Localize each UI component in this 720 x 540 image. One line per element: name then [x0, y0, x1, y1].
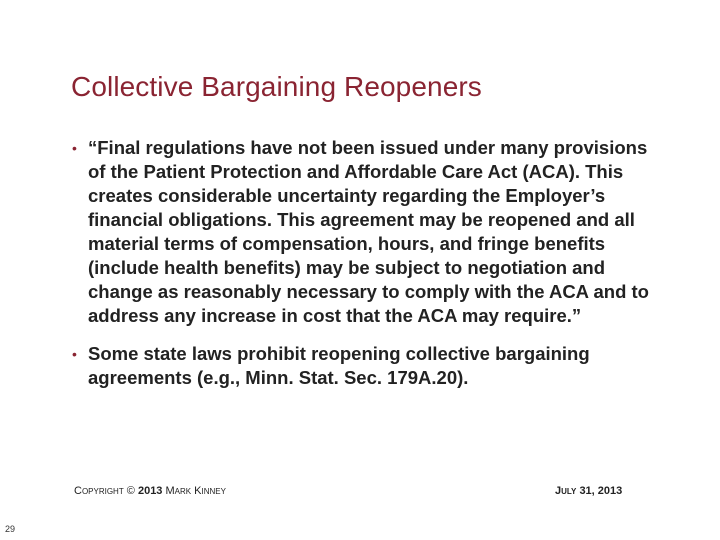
- footer-copyright: [74, 485, 226, 497]
- bullet-item: [72, 136, 662, 328]
- bullet-text: Some state laws prohibit reopening collective bargaining agreements (e.g., Minn. Stat. Sec. 179A.20).: [88, 343, 590, 388]
- slide-title: Collective Bargaining Reopeners: [71, 71, 482, 102]
- copyright-label: Copyright ©: [74, 485, 135, 497]
- copyright-year: 2013: [137, 485, 163, 497]
- bullet-text: “Final regulations have not been issued under many provisions of the Patient Protection and Affordable Care Act (ACA). This creates considerable uncertainty regarding the Employer’s financial obligations. This agreement may be reopened and all material terms of compensation, hours, and fringe benefits (include health benefits) may be subject to negotiation and change as reasonably necessary to comply with the ACA and to address any increase in cost that the ACA may require.”: [88, 137, 649, 326]
- bullet-icon: •: [72, 140, 77, 156]
- bullet-list: [72, 136, 662, 404]
- bullet-icon: •: [72, 346, 77, 362]
- page-number: 29: [5, 524, 16, 534]
- author-name: Mark Kinney: [165, 485, 226, 497]
- bullet-item: [72, 342, 662, 390]
- footer-date: July 31, 2013: [555, 485, 623, 497]
